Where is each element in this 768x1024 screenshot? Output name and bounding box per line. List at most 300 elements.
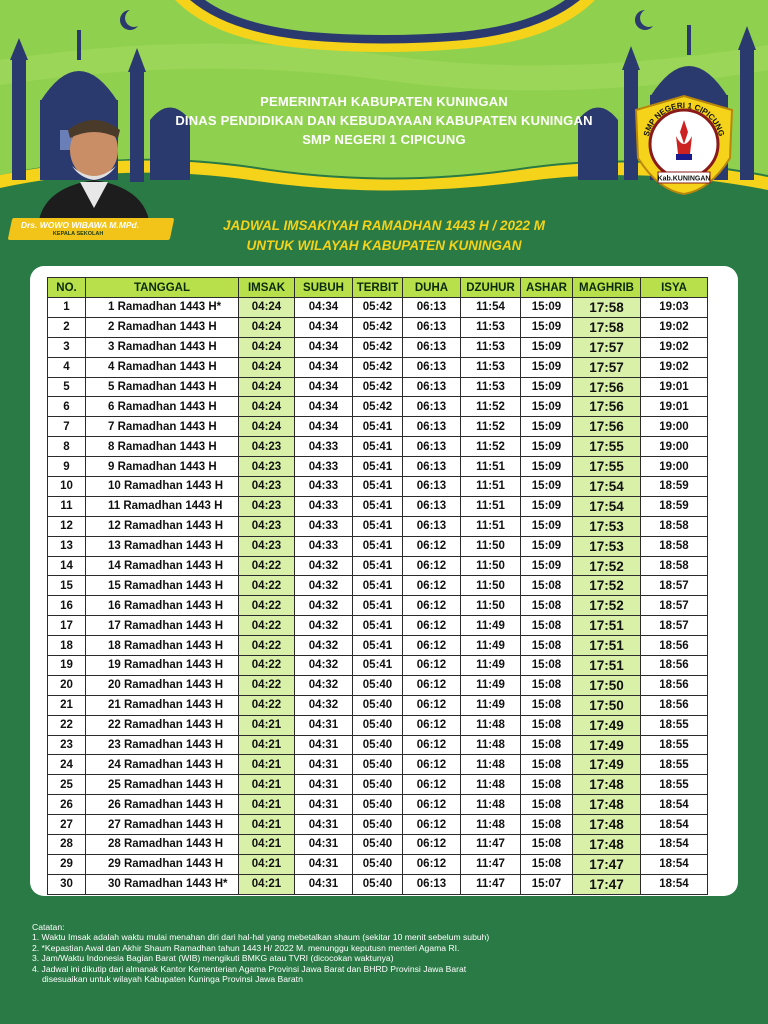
cell-subuh: 04:34: [295, 377, 353, 397]
cell-terbit: 05:40: [353, 695, 403, 715]
cell-ashar: 15:09: [521, 477, 573, 497]
cell-duha: 06:13: [403, 417, 461, 437]
cell-imsak: 04:22: [239, 675, 295, 695]
cell-no: 21: [48, 695, 86, 715]
cell-dzuhur: 11:53: [461, 377, 521, 397]
cell-imsak: 04:22: [239, 636, 295, 656]
cell-terbit: 05:42: [353, 397, 403, 417]
cell-terbit: 05:42: [353, 357, 403, 377]
cell-subuh: 04:31: [295, 735, 353, 755]
cell-no: 25: [48, 775, 86, 795]
table-row: [48, 795, 708, 815]
table-row: [48, 556, 708, 576]
cell-subuh: 04:33: [295, 457, 353, 477]
cell-subuh: 04:31: [295, 854, 353, 874]
cell-terbit: 05:40: [353, 874, 403, 894]
cell-subuh: 04:33: [295, 516, 353, 536]
cell-ashar: 15:08: [521, 576, 573, 596]
header-imsak: IMSAK: [239, 278, 295, 298]
cell-ashar: 15:09: [521, 377, 573, 397]
cell-imsak: 04:24: [239, 397, 295, 417]
cell-isya: 18:59: [641, 496, 708, 516]
cell-dzuhur: 11:47: [461, 854, 521, 874]
cell-imsak: 04:21: [239, 815, 295, 835]
cell-dzuhur: 11:49: [461, 636, 521, 656]
cell-tanggal: 13 Ramadhan 1443 H: [86, 536, 239, 556]
cell-isya: 18:56: [641, 695, 708, 715]
cell-maghrib: 17:52: [573, 596, 641, 616]
cell-imsak: 04:23: [239, 496, 295, 516]
cell-isya: 18:57: [641, 616, 708, 636]
cell-ashar: 15:08: [521, 616, 573, 636]
cell-dzuhur: 11:52: [461, 417, 521, 437]
cell-dzuhur: 11:48: [461, 755, 521, 775]
cell-no: 24: [48, 755, 86, 775]
principal-role: KEPALA SEKOLAH: [52, 231, 104, 237]
cell-imsak: 04:23: [239, 516, 295, 536]
cell-terbit: 05:42: [353, 317, 403, 337]
note-item: 1. Waktu Imsak adalah waktu mulai menahan diri dari hal-hal yang mebetalkan shaum (sekitar 10 menit sebelum subuh): [32, 932, 490, 943]
cell-subuh: 04:31: [295, 755, 353, 775]
cell-terbit: 05:41: [353, 596, 403, 616]
note-item: 3. Jam/Waktu Indonesia Bagian Barat (WIB) mengikuti BMKG atau TVRI (dicocokan waktunya): [32, 953, 394, 964]
cell-tanggal: 27 Ramadhan 1443 H: [86, 815, 239, 835]
table-row: [48, 477, 708, 497]
cell-terbit: 05:41: [353, 457, 403, 477]
cell-tanggal: 12 Ramadhan 1443 H: [86, 516, 239, 536]
cell-isya: 18:55: [641, 715, 708, 735]
cell-subuh: 04:32: [295, 616, 353, 636]
cell-subuh: 04:31: [295, 795, 353, 815]
cell-terbit: 05:41: [353, 576, 403, 596]
cell-duha: 06:12: [403, 616, 461, 636]
cell-no: 14: [48, 556, 86, 576]
cell-maghrib: 17:58: [573, 298, 641, 318]
cell-terbit: 05:41: [353, 616, 403, 636]
cell-tanggal: 28 Ramadhan 1443 H: [86, 835, 239, 855]
table-row: [48, 357, 708, 377]
cell-ashar: 15:08: [521, 735, 573, 755]
cell-ashar: 15:08: [521, 835, 573, 855]
cell-tanggal: 3 Ramadhan 1443 H: [86, 337, 239, 357]
cell-subuh: 04:33: [295, 437, 353, 457]
table-row: [48, 775, 708, 795]
cell-duha: 06:12: [403, 795, 461, 815]
table-row: [48, 337, 708, 357]
cell-terbit: 05:40: [353, 735, 403, 755]
cell-maghrib: 17:47: [573, 854, 641, 874]
table-row: [48, 596, 708, 616]
cell-subuh: 04:31: [295, 835, 353, 855]
cell-terbit: 05:40: [353, 835, 403, 855]
cell-terbit: 05:40: [353, 815, 403, 835]
cell-ashar: 15:08: [521, 596, 573, 616]
cell-isya: 19:02: [641, 337, 708, 357]
cell-isya: 19:01: [641, 397, 708, 417]
cell-tanggal: 23 Ramadhan 1443 H: [86, 735, 239, 755]
cell-isya: 19:01: [641, 377, 708, 397]
header-terbit: TERBIT: [353, 278, 403, 298]
cell-no: 13: [48, 536, 86, 556]
cell-ashar: 15:09: [521, 337, 573, 357]
cell-dzuhur: 11:47: [461, 874, 521, 894]
cell-ashar: 15:09: [521, 437, 573, 457]
cell-isya: 19:00: [641, 437, 708, 457]
cell-dzuhur: 11:48: [461, 795, 521, 815]
cell-ashar: 15:09: [521, 536, 573, 556]
cell-maghrib: 17:55: [573, 437, 641, 457]
imsakiyah-table: [47, 277, 708, 895]
cell-terbit: 05:41: [353, 477, 403, 497]
cell-duha: 06:12: [403, 775, 461, 795]
cell-imsak: 04:21: [239, 835, 295, 855]
note-item: 2. *Kepastian Awal dan Akhir Shaum Ramadhan tahun 1443 H/ 2022 M. menunggu keputusn menteri Agama RI.: [32, 942, 460, 953]
table-row: [48, 496, 708, 516]
cell-isya: 18:57: [641, 576, 708, 596]
cell-duha: 06:13: [403, 496, 461, 516]
cell-subuh: 04:32: [295, 556, 353, 576]
cell-maghrib: 17:53: [573, 516, 641, 536]
cell-imsak: 04:24: [239, 417, 295, 437]
table-row: [48, 755, 708, 775]
cell-subuh: 04:32: [295, 576, 353, 596]
cell-isya: 18:55: [641, 735, 708, 755]
cell-duha: 06:12: [403, 596, 461, 616]
cell-maghrib: 17:50: [573, 675, 641, 695]
cell-tanggal: 9 Ramadhan 1443 H: [86, 457, 239, 477]
cell-no: 26: [48, 795, 86, 815]
table-row: [48, 735, 708, 755]
cell-no: 4: [48, 357, 86, 377]
cell-ashar: 15:08: [521, 636, 573, 656]
cell-isya: 18:54: [641, 874, 708, 894]
table-row: [48, 298, 708, 318]
cell-terbit: 05:41: [353, 536, 403, 556]
cell-terbit: 05:41: [353, 656, 403, 676]
cell-no: 23: [48, 735, 86, 755]
cell-imsak: 04:23: [239, 536, 295, 556]
cell-subuh: 04:34: [295, 357, 353, 377]
table-row: [48, 317, 708, 337]
cell-dzuhur: 11:53: [461, 357, 521, 377]
cell-tanggal: 15 Ramadhan 1443 H: [86, 576, 239, 596]
cell-imsak: 04:21: [239, 795, 295, 815]
cell-terbit: 05:40: [353, 755, 403, 775]
cell-dzuhur: 11:51: [461, 496, 521, 516]
cell-ashar: 15:08: [521, 695, 573, 715]
cell-dzuhur: 11:51: [461, 457, 521, 477]
cell-terbit: 05:40: [353, 795, 403, 815]
cell-subuh: 04:34: [295, 337, 353, 357]
title-line-2: UNTUK WILAYAH KABUPATEN KUNINGAN: [246, 238, 522, 253]
cell-subuh: 04:33: [295, 536, 353, 556]
logo-bottom-text: Kab.KUNINGAN: [657, 175, 711, 183]
cell-ashar: 15:09: [521, 496, 573, 516]
cell-isya: 19:00: [641, 417, 708, 437]
cell-subuh: 04:32: [295, 695, 353, 715]
cell-subuh: 04:34: [295, 397, 353, 417]
cell-terbit: 05:42: [353, 377, 403, 397]
cell-duha: 06:13: [403, 874, 461, 894]
cell-ashar: 15:09: [521, 397, 573, 417]
cell-isya: 18:55: [641, 755, 708, 775]
cell-no: 12: [48, 516, 86, 536]
cell-terbit: 05:41: [353, 417, 403, 437]
cell-terbit: 05:42: [353, 298, 403, 318]
cell-ashar: 15:08: [521, 656, 573, 676]
cell-terbit: 05:41: [353, 516, 403, 536]
cell-tanggal: 20 Ramadhan 1443 H: [86, 675, 239, 695]
cell-tanggal: 19 Ramadhan 1443 H: [86, 656, 239, 676]
school-logo-icon: [630, 92, 738, 196]
cell-duha: 06:12: [403, 556, 461, 576]
table-row: [48, 695, 708, 715]
cell-ashar: 15:08: [521, 795, 573, 815]
cell-ashar: 15:09: [521, 298, 573, 318]
cell-dzuhur: 11:53: [461, 337, 521, 357]
cell-imsak: 04:22: [239, 576, 295, 596]
cell-no: 20: [48, 675, 86, 695]
cell-tanggal: 29 Ramadhan 1443 H: [86, 854, 239, 874]
cell-imsak: 04:24: [239, 357, 295, 377]
cell-ashar: 15:08: [521, 675, 573, 695]
cell-subuh: 04:32: [295, 636, 353, 656]
cell-imsak: 04:23: [239, 477, 295, 497]
cell-duha: 06:13: [403, 357, 461, 377]
cell-duha: 06:13: [403, 377, 461, 397]
cell-dzuhur: 11:48: [461, 775, 521, 795]
cell-maghrib: 17:48: [573, 775, 641, 795]
cell-imsak: 04:24: [239, 317, 295, 337]
cell-subuh: 04:32: [295, 656, 353, 676]
cell-terbit: 05:40: [353, 775, 403, 795]
cell-terbit: 05:41: [353, 556, 403, 576]
table-row: [48, 536, 708, 556]
cell-isya: 19:03: [641, 298, 708, 318]
cell-isya: 19:00: [641, 457, 708, 477]
cell-no: 22: [48, 715, 86, 735]
cell-tanggal: 6 Ramadhan 1443 H: [86, 397, 239, 417]
cell-imsak: 04:21: [239, 874, 295, 894]
table-row: [48, 636, 708, 656]
cell-dzuhur: 11:48: [461, 715, 521, 735]
cell-isya: 18:54: [641, 854, 708, 874]
table-row: [48, 815, 708, 835]
cell-tanggal: 14 Ramadhan 1443 H: [86, 556, 239, 576]
cell-terbit: 05:41: [353, 496, 403, 516]
cell-ashar: 15:08: [521, 755, 573, 775]
header-dzuhur: DZUHUR: [461, 278, 521, 298]
cell-ashar: 15:08: [521, 775, 573, 795]
header-maghrib: MAGHRIB: [573, 278, 641, 298]
cell-duha: 06:12: [403, 755, 461, 775]
cell-isya: 18:54: [641, 815, 708, 835]
cell-terbit: 05:40: [353, 715, 403, 735]
cell-duha: 06:12: [403, 835, 461, 855]
notes-heading: Catatan:: [32, 922, 65, 932]
header-no: NO.: [48, 278, 86, 298]
cell-imsak: 04:23: [239, 457, 295, 477]
cell-no: 29: [48, 854, 86, 874]
cell-maghrib: 17:51: [573, 616, 641, 636]
table-row: [48, 437, 708, 457]
table-row: [48, 397, 708, 417]
table-row: [48, 675, 708, 695]
cell-dzuhur: 11:49: [461, 695, 521, 715]
cell-tanggal: 2 Ramadhan 1443 H: [86, 317, 239, 337]
cell-tanggal: 25 Ramadhan 1443 H: [86, 775, 239, 795]
cell-no: 7: [48, 417, 86, 437]
cell-dzuhur: 11:51: [461, 477, 521, 497]
cell-tanggal: 30 Ramadhan 1443 H*: [86, 874, 239, 894]
cell-subuh: 04:32: [295, 675, 353, 695]
cell-isya: 18:56: [641, 656, 708, 676]
cell-maghrib: 17:57: [573, 337, 641, 357]
cell-isya: 18:56: [641, 675, 708, 695]
cell-tanggal: 1 Ramadhan 1443 H*: [86, 298, 239, 318]
cell-maghrib: 17:51: [573, 636, 641, 656]
table-row: [48, 377, 708, 397]
cell-dzuhur: 11:52: [461, 437, 521, 457]
cell-no: 30: [48, 874, 86, 894]
cell-imsak: 04:22: [239, 656, 295, 676]
header-ashar: ASHAR: [521, 278, 573, 298]
cell-subuh: 04:33: [295, 496, 353, 516]
table-row: [48, 835, 708, 855]
cell-subuh: 04:31: [295, 874, 353, 894]
cell-tanggal: 4 Ramadhan 1443 H: [86, 357, 239, 377]
cell-isya: 18:59: [641, 477, 708, 497]
principal-name: Drs. WOWO WIBAWA M.MPd.: [20, 220, 140, 230]
cell-duha: 06:12: [403, 854, 461, 874]
cell-ashar: 15:09: [521, 317, 573, 337]
cell-imsak: 04:21: [239, 775, 295, 795]
cell-tanggal: 24 Ramadhan 1443 H: [86, 755, 239, 775]
header-line-2: DINAS PENDIDIKAN DAN KEBUDAYAAN KABUPATEN KUNINGAN: [175, 113, 593, 128]
cell-maghrib: 17:52: [573, 556, 641, 576]
cell-isya: 18:54: [641, 795, 708, 815]
cell-dzuhur: 11:50: [461, 576, 521, 596]
cell-maghrib: 17:53: [573, 536, 641, 556]
cell-no: 9: [48, 457, 86, 477]
cell-ashar: 15:08: [521, 854, 573, 874]
cell-ashar: 15:09: [521, 357, 573, 377]
cell-no: 19: [48, 656, 86, 676]
cell-imsak: 04:22: [239, 556, 295, 576]
table-row: [48, 516, 708, 536]
cell-maghrib: 17:50: [573, 695, 641, 715]
cell-maghrib: 17:58: [573, 317, 641, 337]
cell-terbit: 05:42: [353, 337, 403, 357]
cell-no: 18: [48, 636, 86, 656]
cell-duha: 06:12: [403, 735, 461, 755]
cell-dzuhur: 11:49: [461, 656, 521, 676]
header-duha: DUHA: [403, 278, 461, 298]
cell-maghrib: 17:48: [573, 795, 641, 815]
cell-dzuhur: 11:50: [461, 536, 521, 556]
cell-dzuhur: 11:49: [461, 675, 521, 695]
cell-imsak: 04:21: [239, 755, 295, 775]
table-row: [48, 417, 708, 437]
table-row: [48, 576, 708, 596]
cell-tanggal: 7 Ramadhan 1443 H: [86, 417, 239, 437]
cell-dzuhur: 11:50: [461, 556, 521, 576]
cell-ashar: 15:09: [521, 457, 573, 477]
cell-dzuhur: 11:50: [461, 596, 521, 616]
cell-tanggal: 17 Ramadhan 1443 H: [86, 616, 239, 636]
cell-subuh: 04:31: [295, 775, 353, 795]
cell-no: 1: [48, 298, 86, 318]
cell-subuh: 04:34: [295, 417, 353, 437]
cell-maghrib: 17:51: [573, 656, 641, 676]
title-line-1: JADWAL IMSAKIYAH RAMADHAN 1443 H / 2022 M: [222, 218, 546, 233]
table-header-row: [48, 278, 708, 298]
header-subuh: SUBUH: [295, 278, 353, 298]
table-row: [48, 715, 708, 735]
notes-section: [32, 922, 752, 984]
cell-tanggal: 8 Ramadhan 1443 H: [86, 437, 239, 457]
cell-tanggal: 16 Ramadhan 1443 H: [86, 596, 239, 616]
schedule-title: [0, 216, 768, 256]
table-row: [48, 457, 708, 477]
cell-terbit: 05:40: [353, 854, 403, 874]
cell-isya: 18:57: [641, 596, 708, 616]
cell-duha: 06:13: [403, 477, 461, 497]
cell-maghrib: 17:49: [573, 715, 641, 735]
cell-duha: 06:13: [403, 397, 461, 417]
cell-isya: 18:55: [641, 775, 708, 795]
cell-no: 15: [48, 576, 86, 596]
cell-no: 5: [48, 377, 86, 397]
header-line-3: SMP NEGERI 1 CIPICUNG: [302, 132, 466, 147]
cell-dzuhur: 11:53: [461, 317, 521, 337]
cell-duha: 06:12: [403, 636, 461, 656]
cell-duha: 06:12: [403, 576, 461, 596]
cell-maghrib: 17:48: [573, 815, 641, 835]
table-row: [48, 874, 708, 894]
cell-no: 10: [48, 477, 86, 497]
cell-maghrib: 17:54: [573, 477, 641, 497]
cell-maghrib: 17:49: [573, 755, 641, 775]
cell-isya: 19:02: [641, 317, 708, 337]
cell-isya: 18:54: [641, 835, 708, 855]
note-item: disesuaikan untuk wilayah Kabupaten Kuninga Provinsi Jawa Baratn: [42, 974, 303, 985]
cell-duha: 06:12: [403, 715, 461, 735]
cell-no: 17: [48, 616, 86, 636]
cell-no: 2: [48, 317, 86, 337]
cell-ashar: 15:09: [521, 556, 573, 576]
note-item: 4. Jadwal ini dikutip dari almanak Kantor Kementerian Agama Provinsi Jawa Barat dan BHRD Provinsi Jawa Barat: [32, 963, 467, 974]
cell-ashar: 15:09: [521, 417, 573, 437]
cell-tanggal: 11 Ramadhan 1443 H: [86, 496, 239, 516]
cell-subuh: 04:32: [295, 596, 353, 616]
cell-imsak: 04:24: [239, 377, 295, 397]
cell-imsak: 04:24: [239, 298, 295, 318]
cell-dzuhur: 11:48: [461, 735, 521, 755]
cell-tanggal: 21 Ramadhan 1443 H: [86, 695, 239, 715]
cell-ashar: 15:08: [521, 815, 573, 835]
cell-maghrib: 17:55: [573, 457, 641, 477]
cell-dzuhur: 11:47: [461, 835, 521, 855]
cell-dzuhur: 11:51: [461, 516, 521, 536]
cell-duha: 06:13: [403, 317, 461, 337]
cell-dzuhur: 11:49: [461, 616, 521, 636]
cell-terbit: 05:41: [353, 636, 403, 656]
cell-dzuhur: 11:52: [461, 397, 521, 417]
cell-tanggal: 22 Ramadhan 1443 H: [86, 715, 239, 735]
header-tanggal: TANGGAL: [86, 278, 239, 298]
cell-no: 11: [48, 496, 86, 516]
